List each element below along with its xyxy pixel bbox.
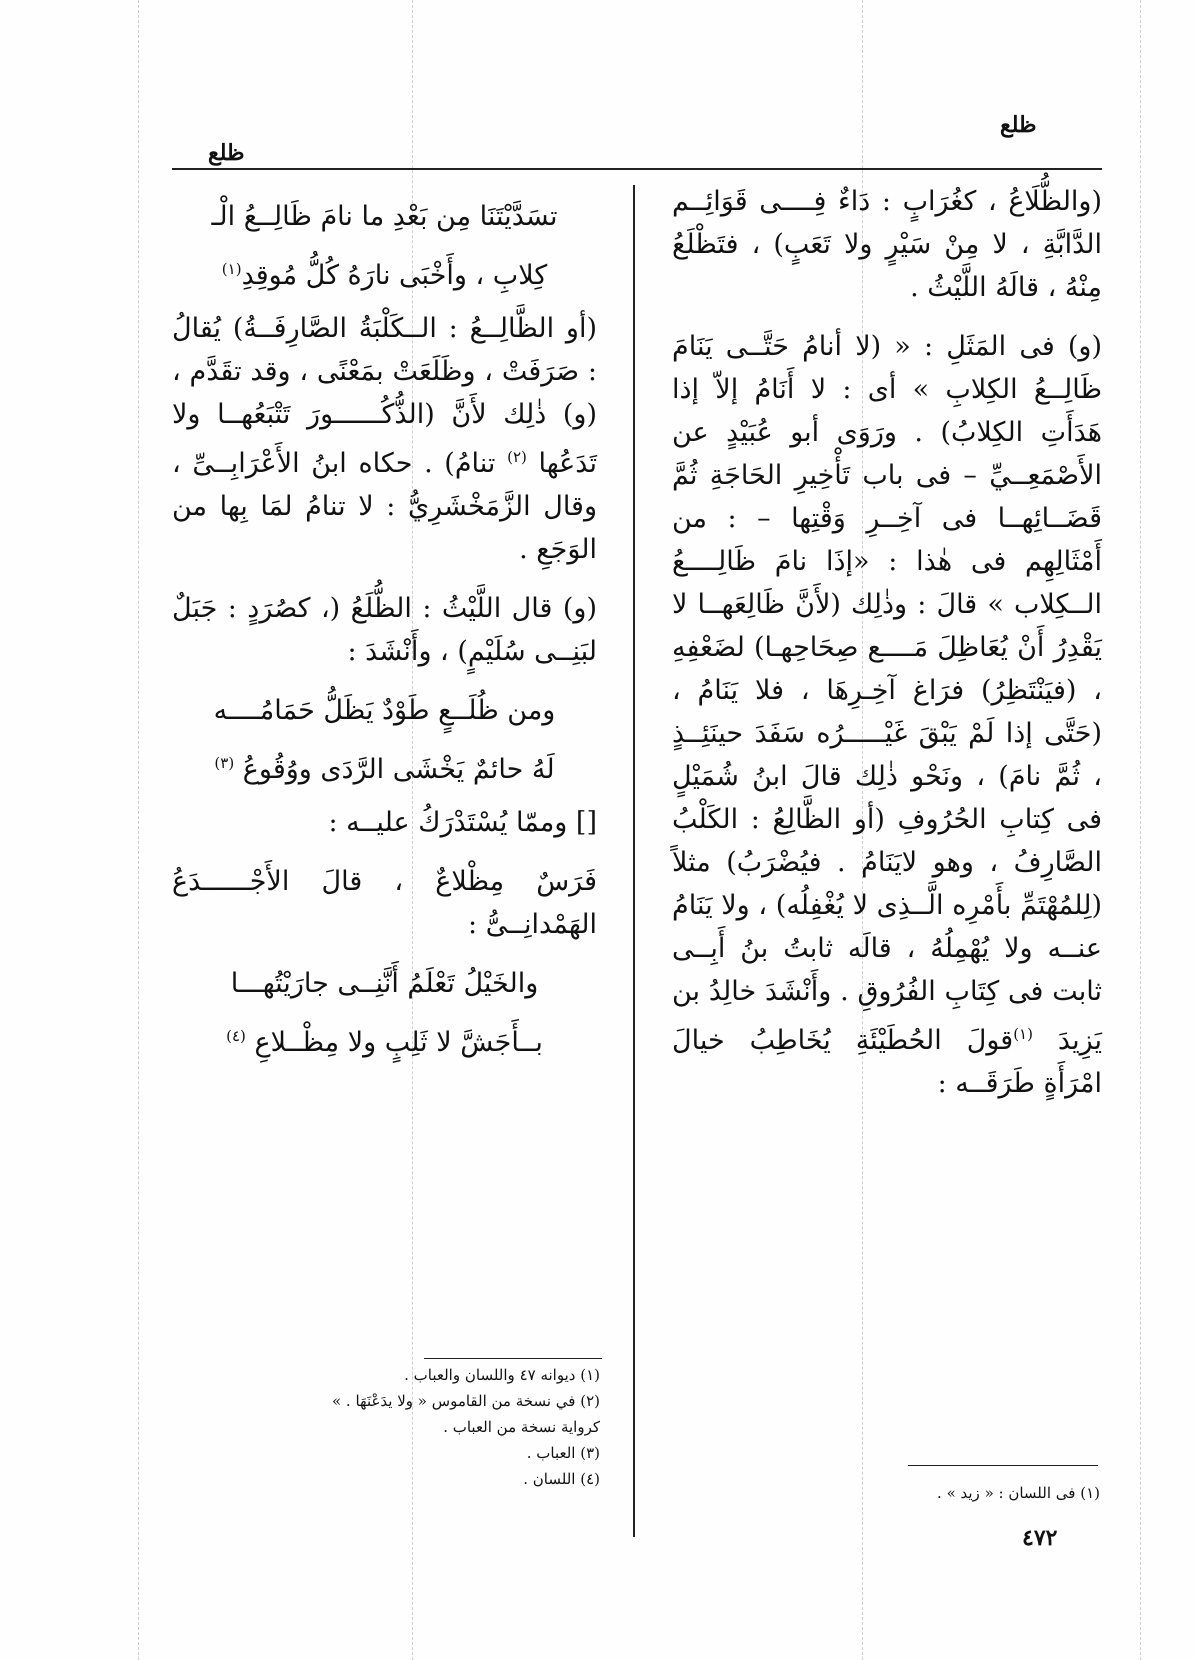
footnote: (١) فى اللسان : « زيد » .: [937, 1484, 1100, 1502]
footnotes-left: [300, 1362, 600, 1492]
footnote-marker: (٤): [226, 1027, 246, 1045]
verse-line: [172, 1015, 597, 1064]
verse-line: ومن ظُلَــعٍ طَوْدٌ يَظَلُّ حَمَامُــــه: [213, 695, 556, 726]
verse-line: [172, 248, 597, 297]
header-rule: [172, 168, 1102, 170]
paragraph-text: (و) فى المَثَلِ : « (لا أنامُ حَتَّــى يَنَامَ ظَالِــعُ الكِلابِ » أى : لا أَنَامُ إلاّ إذا هَدَأَتِ الكِلابُ) . ورَوَى أبو عُبَيْدٍ عن الأَصْمَعِــيِّ – فى باب تَأْخِيرِ الحَاجَةِ ثُمَّ قَضَــائِهــا فى آخِــرِ وَقْتِها – : من أَمْثَالِهِم فى هٰذا : «إذَا نامَ ظَالِــــعُ الــكِلاب » قالَ : وذٰلِك (لأَنَّ ظَالِعَهــا لا يَقْدِرُ أَنْ يُعَاظِلَ مَــــع صِحَاحِهـا) لضَعْفِهِ ، (فيَنْتَظِرُ) فرَاغ آخِـرِهَا ، فلا يَنَامُ ، (حَتَّى إذا لَمْ يَبْقَ غَيْـــــرُه سَفَدَ حينَئِــذٍ ، ثُمَّ نامَ) ، ونَحْو ذٰلِك قالَ ابنُ شُمَيْلٍ فى كِتابِ الحُرُوفِ (أو الظَّالِعُ : الكَلْبُ الصَّارِفُ ، وهو لايَنَامُ . فيُضْرَبُ) مثلاً (لِلمُهْتَمِّ بأَمْرِه الَّــذِى لا يُغْفِلُه) ، ولا يَنَامُ عنــه ولا يُهْمِلُهُ ، قالَه ثابتُ بنُ أَبِــى ثابت فى كِتَابِ الفُرُوقِ . وأَنْشَدَ خالِدُ بن يَزِيدَ: [672, 331, 1102, 1056]
entry-paragraph: [172, 307, 597, 571]
entry-paragraph: [672, 325, 1102, 1105]
page-number: ٤٧٢: [1022, 1525, 1058, 1551]
entry-paragraph: [] وممّا يُسْتَدْرَكُ عليــه :: [328, 807, 597, 838]
entry-paragraph: (والظُّلَاعُ ، كغُرَابٍ : دَاءٌ فِــــى قَوَائِــم الدَّابَّةِ ، لا مِنْ سَيْرٍ ولا تَعَبٍ) ، فتَظْلَعُ مِنْهُ ، قالَهُ اللَّيْثُ .: [672, 186, 1102, 303]
footnote-rule-right: [908, 1465, 1098, 1466]
footnote: (٢) في نسخة من القاموس « ولا يدَعْنَهَا . » كرواية نسخة من العباب .: [331, 1392, 600, 1436]
footnote-rule-left: [424, 1358, 602, 1359]
footnote: (١) ديوانه ٤٧ واللسان والعباب .: [404, 1366, 600, 1384]
running-head-right: ظلع: [1000, 112, 1037, 138]
verse-line: والخَيْلُ تَعْلَمُ أَنَّنِــى جارَيْتُهـــا: [230, 968, 539, 999]
verse-text: كِلابِ ، وأَخْبَى نارَهُ كُلُّ مُوقِدِ: [241, 260, 548, 291]
scan-artifact-line: [138, 0, 139, 1660]
left-column: [172, 195, 597, 1074]
paragraph-text: قولَ الحُطَيْئَةِ يُخَاطِبُ خيالَ امْرَأَةٍ طَرَقَــه :: [672, 1025, 1102, 1099]
paragraph-text: تنامُ) . حكاه ابنُ الأَعْرَابِــىِّ ، وقال الزَّمَخْشَرِيُّ : لا تنامُ لمَا بِها من الوَجَعِ .: [172, 448, 597, 565]
footnote-marker: (١): [1013, 1025, 1033, 1043]
right-column: [672, 180, 1102, 1121]
footnote: (٣) العباب .: [526, 1444, 600, 1462]
footnote-marker: (٢): [507, 448, 527, 466]
scan-artifact-line: [1140, 0, 1141, 1660]
footnote-marker: (١): [221, 260, 242, 278]
verse-line: تسَدَّيْتَنَا مِن بَعْدِ ما نامَ ظَالِــعُ الْـ: [211, 201, 558, 232]
footnotes-right: [860, 1480, 1100, 1506]
verse-text: بــأَجَشَّ لا ثَلِبٍ ولا مِظْــلاعِ: [254, 1027, 543, 1058]
entry-paragraph: (و) قال اللَّيْثُ : الظُّلَعُ (، كصُرَدٍ : جَبَلٌ لبَنِــى سُلَيْمٍ) ، وأَنْشَدَ :: [172, 593, 597, 667]
footnote-marker: (٣): [214, 754, 235, 772]
entry-paragraph: فَرَسٌ مِظْلاعٌ ، قالَ الأَجْــــــدَعُ الهَمْدانِــىُّ :: [172, 866, 597, 940]
paragraph-text: (أو الظَّالِــعُ : الــكَلْبَةُ الصَّارِفَــةُ) يُقالُ : صَرَفَتْ ، وظَلَعَتْ بمَعْنًى ، وقد تقَدَّم ، (و) ذٰلِك لأَنَّ (الذُّكُــــــورَ تَتْبَعُهــا ولا تَدَعُها: [172, 313, 597, 479]
verse-line: [172, 742, 597, 791]
verse-text: لَهُ حائمٌ يَخْشَى الرَّدَى ووُقُوعُ: [242, 754, 555, 785]
running-head-left: ظلع: [208, 140, 245, 166]
footnote: (٤) اللسان .: [523, 1470, 600, 1488]
column-divider: [633, 185, 635, 1537]
